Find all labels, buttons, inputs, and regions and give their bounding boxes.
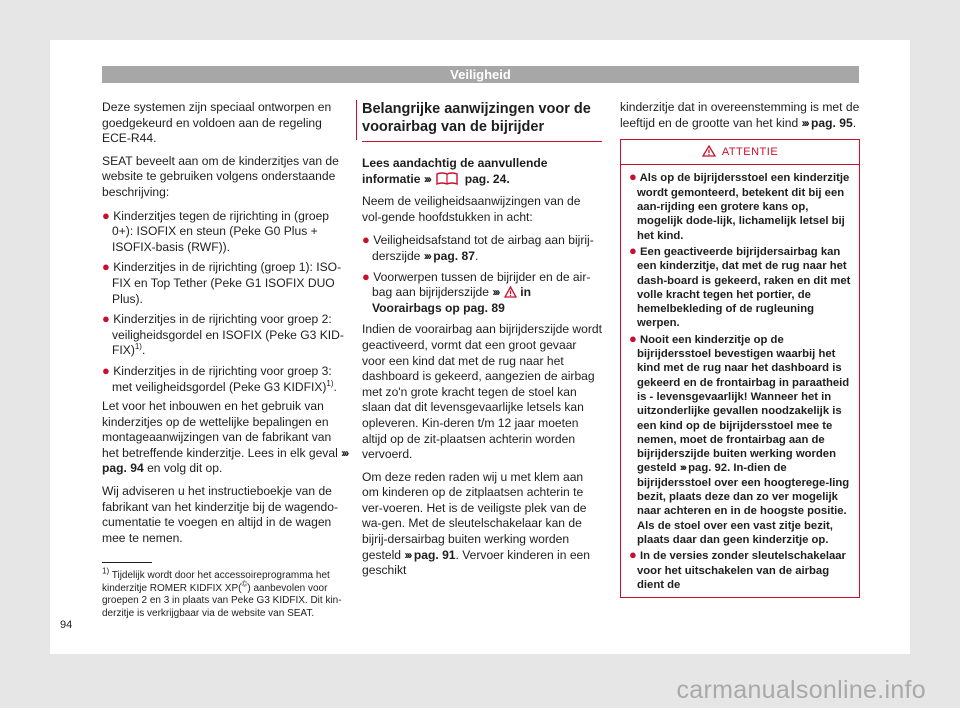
page-link[interactable]: ››› in Voorairbags op pag. 89 [372,285,531,315]
bullet-icon: ● [629,169,637,185]
footnote: $^{1)}$ Tijdelijk wordt door het accessoireprogramma het kinderzitje ROMER KIDFIX XP(©) aanbevolen voor groepen 2 en 3 in plaats van Peke G3 KIDFIX. Dit kin-derzitje is verkrijgbaar via de website van SEAT. [102,566,342,619]
bullet-icon: ● [362,268,370,284]
paragraph: Let voor het inbouwen en het gebruik van kinderzitjes op de wettelijke bepalingen en montageaanwijzingen van de fabrikant van het betreffende kinderzitje. Lees in elk geval ››› pag. 94 en volg dit op. [102,399,348,476]
bullet-icon: ● [102,207,110,223]
footnote-ref[interactable]: 1) [134,342,142,352]
warning-icon [504,286,517,298]
bullet-icon: ● [629,547,637,563]
paragraph: Neem de veiligheidsaanwijzingen van de vol-gende hoofdstukken in acht: [362,194,581,224]
warning-icon [702,145,716,157]
page-link[interactable]: ››› pag. 94 [102,445,348,476]
footnote-ref[interactable]: 1) [326,378,334,388]
bullet-icon: ● [102,259,110,275]
bullet-icon: ● [629,242,637,258]
list-item: ● Kinderzitjes in de rijrichting voor groep 2: veiligheidsgordel en ISOFIX (Peke G3 KID-FIX)$^{1)}$. [102,311,344,358]
book-icon [436,172,458,185]
list-item: ● Kinderzitjes tegen de rijrichting in (groep 0+): ISOFIX en steun (Peke G0 Plus + ISOFIX-basis (RWF)). [102,207,330,254]
paragraph: Wij adviseren u het instructieboekje van de fabrikant van het kinderzitje bij de wagendo-cumentatie te voegen en altijd in de wagen mee te nemen. [102,484,338,545]
list-item: ● Veiligheidsafstand tot de airbag aan bijrij-derszijde ››› pag. 87. [362,232,594,263]
page-link[interactable]: ››› pag. 24 [423,171,507,186]
page-link[interactable]: ››› pag. 92 [679,462,728,475]
bullet-icon: ● [362,232,370,248]
warning-item: ● In de versies zonder sleutelschakelaar voor het uitschakelen van de airbag dient de [629,547,846,591]
column-right [620,100,860,598]
bullet-icon: ● [629,330,637,346]
paragraph: Om deze reden raden wij u met klem aan om kinderen op de zitplaatsen achterin te ver-voeren. Het is de veiligste plek van de wa-gen. Met de sleutelschakelaar kan de bijrij-dersairbag buiten werking worden gesteld ››› pag. 91. Vervoer kinderen in een geschikt [362,469,590,578]
page-number: 94 [60,619,73,631]
footnote-divider [102,562,152,563]
section-header: Veiligheid [102,66,859,83]
paragraph: SEAT beveelt aan om de kinderzitjes van de website te gebruiken volgens onderstaande beschrijving: [102,153,339,199]
warning-item: ● Nooit een kinderzitje op de bijrijdersstoel bevestigen waarbij het kind met de rug naar het dashboard is gekeerd en de frontairbag in paraatheid is - levensgevaarlijk! Wanneer het in uitzonderlijke gevallen noodzakelijk is een kind op de bijrijdersstoel mee te nemen, moet de frontairbag aan de bijrijderszijde buiten werking worden gesteld ››› pag. 92. In-dien de bijrijdersstoel over een hoogterege-ling bezit, plaats deze dan zo ver mogelijk naar achteren en in de hoogste positie. Als de stoel over een vast zitje bezit, plaats daar dan geen kinderzitje op. [629,330,850,546]
section-title: Belangrijke aanwijzingen voor de voorairbag van de bijrijder [362,100,602,142]
lead-paragraph: Lees aandachtig de aanvullende informatie ››› pag. 24. [362,156,548,186]
page-link[interactable]: ››› pag. 95 [801,115,853,130]
paragraph: Deze systemen zijn speciaal ontworpen en goedgekeurd en voldoen aan de regeling ECE-R44. [102,100,332,146]
list-item: ● Kinderzitjes in de rijrichting (groep 1): ISO-FIX en Top Tether (Peke G1 ISOFIX DUO Plus). [102,259,342,306]
bullet-icon: ● [102,311,110,327]
warning-item: ● Als op de bijrijdersstoel een kinderzitje wordt gemonteerd, betekent dit bij een aan-rijding een grotere kans op, mogelijk dode-lijk, lichamelijk letsel bij het kind. [629,169,850,242]
column-middle [362,100,602,586]
attention-header: ATTENTIE [621,140,859,165]
list-item: ● Kinderzitjes in de rijrichting voor groep 3: met veiligheidsgordel (Peke G3 KIDFIX)$^{1)}$. [102,362,337,394]
page-link[interactable]: ››› pag. 87 [423,248,475,263]
bullet-icon: ● [102,362,110,378]
warning-item: ● Een geactiveerde bijrijdersairbag kan een kinderzitje, dat met de rug naar het dash-board is gekeerd, raken en dit met volle kracht tegen het portier, de hemelbekleding of de rugleuning werpen. [629,242,851,330]
paragraph: Indien de voorairbag aan bijrijderszijde wordt geactiveerd, vormt dat een groot gevaar voor een kind dat met de rug naar het dashboard is gekeerd, aangezien de airbag met zo'n grote kracht tegen de stoel kan slaan dat dit levensgevaarlijke letsels kan opleveren. Kin-deren t/m 12 jaar moeten altijd op de zit-plaatsen achterin worden vervoerd. [362,322,602,462]
list-item: ● Voorwerpen tussen de bijrijder en de air-bag aan bijrijderszijde ››› in Voorairbags op pag. 89 [362,268,591,315]
attention-box [620,139,860,598]
column-left [102,100,348,553]
watermark: carmanualsonline.info [676,676,926,704]
page-link[interactable]: ››› pag. 91 [404,547,456,562]
paragraph: kinderzitje dat in overeenstemming is met de leeftijd en de grootte van het kind ››› pag. 95. [620,100,860,130]
